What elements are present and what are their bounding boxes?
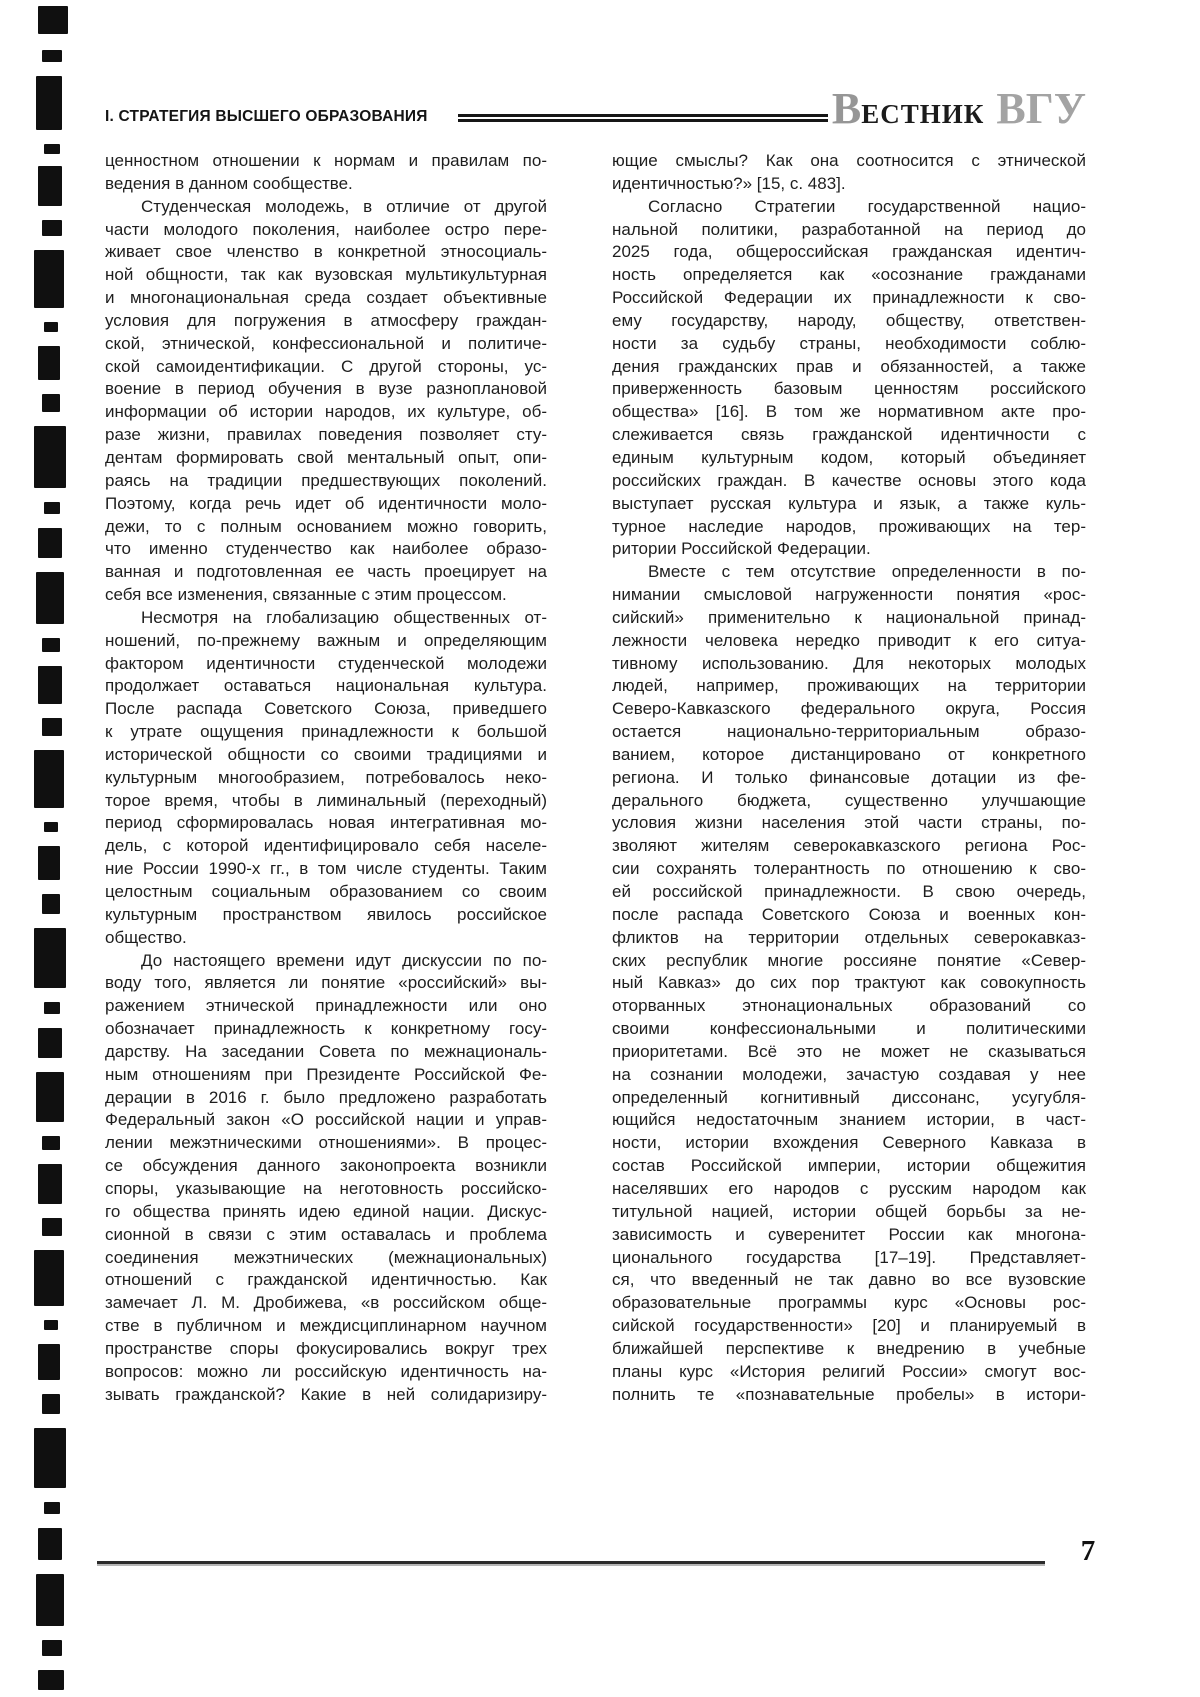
scan-mark	[42, 638, 60, 652]
text-line: ющие смыслы? Как она соотносится с этнической	[612, 151, 1086, 170]
page-number: 7	[1080, 1535, 1096, 1567]
text-line: соединения межэтнических (межнациональных)	[105, 1247, 547, 1267]
text-line: Федеральный закон «О российской нации и управ-	[105, 1110, 547, 1130]
logo-name-text: ЕСТНИК	[861, 99, 985, 129]
text-line: людей, например, проживающих на территории	[612, 676, 1086, 696]
text-line: фактором идентичности студенческой молодежи	[105, 653, 547, 673]
text-line: дежи, то с полным основанием можно говорить,	[105, 516, 547, 536]
text-line: ской самоидентификации. С другой стороны, ус-	[105, 356, 547, 376]
text-line: и многонациональная среда создает объективные	[105, 288, 547, 308]
scan-mark	[44, 322, 58, 332]
scan-mark	[38, 166, 62, 206]
text-line: на сознании молодежи, зачастую создавая у нее	[612, 1064, 1086, 1084]
text-line: региона. И только финансовые дотации из фе-	[612, 767, 1086, 787]
text-line: период сформировалась новая интегративная мо-	[105, 813, 547, 833]
text-line: раясь на традиции предшествующих поколений.	[105, 470, 547, 490]
scan-mark	[36, 1072, 64, 1122]
scan-mark	[38, 1028, 62, 1058]
scan-mark	[42, 1218, 62, 1236]
text-line: Несмотря на глобализацию общественных от-	[141, 607, 547, 627]
text-line: отношений с гражданской идентичностью. Как	[105, 1270, 547, 1290]
text-line: условия для погружения в атмосферу граждан-	[105, 310, 547, 330]
text-line: живает свое членство в конкретной этносоциаль-	[105, 242, 547, 262]
text-line: лении межэтническими отношениями». В процес-	[105, 1133, 547, 1153]
text-line: оторванных этнонациональных образований со	[612, 996, 1086, 1016]
text-line: ным отношениям при Президенте Российской Фе-	[105, 1064, 547, 1084]
text-line: лежности человека нередко приводит к его ситуа-	[612, 630, 1086, 650]
scan-mark	[38, 346, 60, 380]
text-line: планы курс «История религий России» смогут вос-	[612, 1361, 1086, 1381]
scan-mark	[38, 666, 62, 704]
text-line: фликтов на территории отдельных северокавказ-	[612, 927, 1086, 947]
text-line: зависимость и суверенитет России как многона-	[612, 1224, 1086, 1244]
text-line: ражением этнической принадлежности или оно	[105, 996, 547, 1016]
logo-initial-letter: В	[831, 84, 862, 133]
text-line: торое время, чтобы в лиминальный (переходный)	[105, 790, 547, 810]
scan-mark	[38, 1164, 62, 1204]
text-line: титульной нацией, истории общей борьбы за не-	[612, 1201, 1086, 1221]
text-line: своими конфессиональными и политическими	[612, 1019, 1086, 1039]
scan-mark	[44, 1502, 60, 1514]
text-line: сийской государственности» [20] и планируемый в	[612, 1316, 1086, 1336]
text-line: нимании смысловой нагруженности понятия «рос-	[612, 585, 1086, 605]
text-line: ной общности, так как вузовская мультикультурная	[105, 265, 547, 285]
text-line: Северо-Кавказского федерального округа, Россия	[612, 699, 1086, 719]
text-line: разе жизни, правилах поведения позволяет сту-	[105, 425, 547, 445]
text-line: ности за судьбу страны, необходимости соблю-	[612, 333, 1086, 353]
text-line: ный Кавказ» до сих пор трактуют как совокупность	[612, 973, 1086, 993]
text-line: пространстве споры фокусировались вокруг трех	[105, 1338, 547, 1358]
text-line: российских граждан. В качестве основы этого кода	[612, 470, 1086, 490]
text-line: полнить те «познавательные пробелы» в истори-	[612, 1384, 1086, 1404]
text-line: слеживается связь гражданской идентичности с	[612, 425, 1086, 445]
text-line: сийский» применительно к национальной принад-	[612, 607, 1086, 627]
text-line: части молодого поколения, наиболее остро пере-	[105, 219, 547, 239]
scan-artifact-strip	[0, 0, 110, 1697]
text-line: го общества принять идею единой нации. Дискус-	[105, 1201, 547, 1221]
text-line: дения гражданских прав и обязанностей, а также	[612, 356, 1086, 376]
text-line: определенный когнитивный диссонанс, усугубля-	[612, 1087, 1086, 1107]
text-line: идентичностью?» [15, с. 483].	[612, 173, 846, 193]
scan-mark	[42, 220, 62, 236]
text-line: ских республик многие россияне понятие «Север-	[612, 950, 1086, 970]
text-line: зволяют жителям северокавказского региона Рос-	[612, 836, 1086, 856]
text-line: себя все изменения, связанные с этим процессом.	[105, 585, 507, 605]
scan-mark	[44, 1002, 60, 1014]
text-line: дентам формировать свой ментальный опыт, опи-	[105, 447, 547, 467]
text-line: До настоящего времени идут дискуссии по по-	[141, 950, 547, 970]
header-rule	[458, 114, 828, 122]
text-line: ближайшей перспективе к внедрению в учебные	[612, 1338, 1086, 1358]
scan-mark	[34, 1250, 64, 1306]
text-line: вопросов: можно ли российскую идентичность на-	[105, 1361, 547, 1381]
text-line: ской, этнической, конфессиональной и политиче-	[105, 333, 547, 353]
scan-mark	[36, 572, 64, 624]
scan-mark	[42, 1136, 60, 1150]
text-line: споры, указывающие на неготовность российско-	[105, 1178, 547, 1198]
text-line: исторической общности со своими традициями и	[105, 744, 547, 764]
text-line: сионной в связи с этим оставалась и проблема	[105, 1224, 547, 1244]
text-line: состав Российской империи, истории общежития	[612, 1156, 1086, 1176]
scan-mark	[38, 846, 60, 880]
text-line: ющийся недостаточным знанием истории, в част-	[612, 1110, 1086, 1130]
text-line: целостным социальным образованием со своим	[105, 882, 547, 901]
scan-mark	[42, 1640, 62, 1656]
text-line: 2025 года, общероссийская гражданская идентич-	[612, 242, 1086, 262]
text-line: После распада Советского Союза, приведшего	[105, 699, 547, 719]
section-title: I. СТРАТЕГИЯ ВЫСШЕГО ОБРАЗОВАНИЯ	[105, 108, 428, 125]
text-line: стве в публичном и междисциплинарном научном	[105, 1316, 547, 1336]
text-line: ведения в данном сообществе.	[105, 173, 353, 193]
journal-logo	[832, 84, 1086, 144]
text-line: воение в период обучения в вузе разноплановой	[105, 379, 547, 399]
scan-mark	[34, 750, 64, 808]
text-line: Поэтому, когда речь идет об идентичности моло-	[105, 493, 547, 513]
scan-mark	[42, 1394, 60, 1414]
text-line: образовательные программы курс «Основы рос-	[612, 1293, 1086, 1313]
scan-mark	[38, 1670, 64, 1690]
text-line: зывать гражданской? Какие в ней солидаризиру-	[105, 1384, 547, 1404]
text-line: Согласно Стратегии государственной нацио-	[648, 196, 1086, 216]
scan-mark	[44, 822, 58, 832]
text-line: что именно студенчество как наиболее образо-	[105, 539, 547, 559]
text-line: единым культурным кодом, который объединяет	[612, 447, 1086, 467]
text-line: приоритетами. Всё это не может не сказываться	[612, 1041, 1086, 1061]
text-line: сии сохранять толерантность по отношению к сво-	[612, 859, 1086, 879]
right-column	[612, 150, 1086, 1406]
footer-rule	[97, 1561, 1045, 1564]
text-line: ности, истории вхождения Северного Кавказа в	[612, 1133, 1086, 1153]
text-line: ритории Российской Федерации.	[612, 539, 871, 559]
text-line: дерации в 2016 г. было предложено разработать	[105, 1087, 547, 1107]
text-line: к утрате ощущения принадлежности к большой	[105, 722, 547, 742]
text-line: культурным пространством явилось российское	[105, 904, 547, 924]
scan-mark	[34, 928, 66, 988]
text-line: турное наследие народов, проживающих на тер-	[612, 516, 1086, 536]
text-line: воду того, является ли понятие «российский» вы-	[105, 973, 547, 993]
scan-mark	[34, 1428, 66, 1488]
text-line: ношений, по-прежнему важным и определяющим	[105, 630, 547, 650]
logo-university-abbr: ВГУ	[996, 84, 1086, 133]
scan-mark	[42, 718, 62, 736]
text-line: замечает Л. М. Дробижева, «в российском обще-	[105, 1293, 547, 1313]
text-line: культурным многообразием, потребовалось неко-	[105, 767, 547, 787]
text-line: общество.	[105, 927, 187, 947]
text-line: дель, с которой идентифицировало себя населе-	[105, 836, 547, 856]
text-line: дерального бюджета, существенно улучшающие	[612, 790, 1086, 810]
page-header	[0, 0, 1200, 150]
text-line: выступает русская культура и язык, а также куль-	[612, 493, 1086, 513]
scan-mark	[44, 1320, 58, 1330]
text-line: ность определяется как «осознание гражданами	[612, 265, 1086, 285]
text-line: Студенческая молодежь, в отличие от другой	[141, 196, 547, 216]
text-line: Вместе с тем отсутствие определенности в по-	[648, 562, 1086, 582]
scan-mark	[34, 426, 66, 488]
scan-mark	[44, 502, 60, 514]
text-line: ему государству, народу, обществу, ответствен-	[612, 310, 1086, 330]
text-line: ценностном отношении к нормам и правилам по-	[105, 151, 547, 170]
text-line: ей российской принадлежности. В свою очередь,	[612, 882, 1086, 901]
text-line: ся, что введенный не так давно во все вузовские	[612, 1270, 1086, 1290]
text-line: нальной политики, разработанной на период до	[612, 219, 1086, 239]
scan-mark	[42, 894, 60, 914]
text-line: ционального государства [17–19]. Представляет-	[612, 1247, 1086, 1267]
text-line: дарству. На заседании Совета по межнациональ-	[105, 1041, 547, 1061]
text-line: информации об истории народов, их культуре, об-	[105, 402, 547, 422]
text-line: общества» [16]. В том же нормативном акте про-	[612, 402, 1086, 422]
scan-mark	[34, 250, 64, 308]
text-line: приверженность базовым ценностям российского	[612, 379, 1086, 399]
text-line: остается национально-территориальным образо-	[612, 722, 1086, 742]
text-line: населявших его народов с русским народом как	[612, 1178, 1086, 1198]
text-line: обозначает принадлежность к конкретному госу-	[105, 1019, 547, 1039]
text-line: тивному использованию. Для некоторых молодых	[612, 653, 1086, 673]
text-line: продолжает оставаться национальная культура.	[105, 676, 547, 696]
scan-mark	[38, 528, 62, 558]
text-line: се обсуждения данного законопроекта возникли	[105, 1156, 547, 1176]
text-line: ние России 1990-х гг., в том числе студенты. Таким	[105, 859, 547, 879]
left-column	[105, 150, 547, 1406]
text-line: Российской Федерации их принадлежности к сво-	[612, 288, 1086, 308]
scan-mark	[42, 394, 60, 412]
text-line: ванная и подготовленная ее часть проецирует на	[105, 562, 547, 582]
scan-mark	[36, 1574, 64, 1626]
text-line: условия жизни населения этой части страны, по-	[612, 813, 1086, 833]
scan-mark	[38, 1344, 60, 1380]
text-line: ванием, которое дистанцировано от конкретного	[612, 744, 1086, 764]
text-line: после распада Советского Союза и военных кон-	[612, 904, 1086, 924]
scan-mark	[38, 1528, 62, 1560]
